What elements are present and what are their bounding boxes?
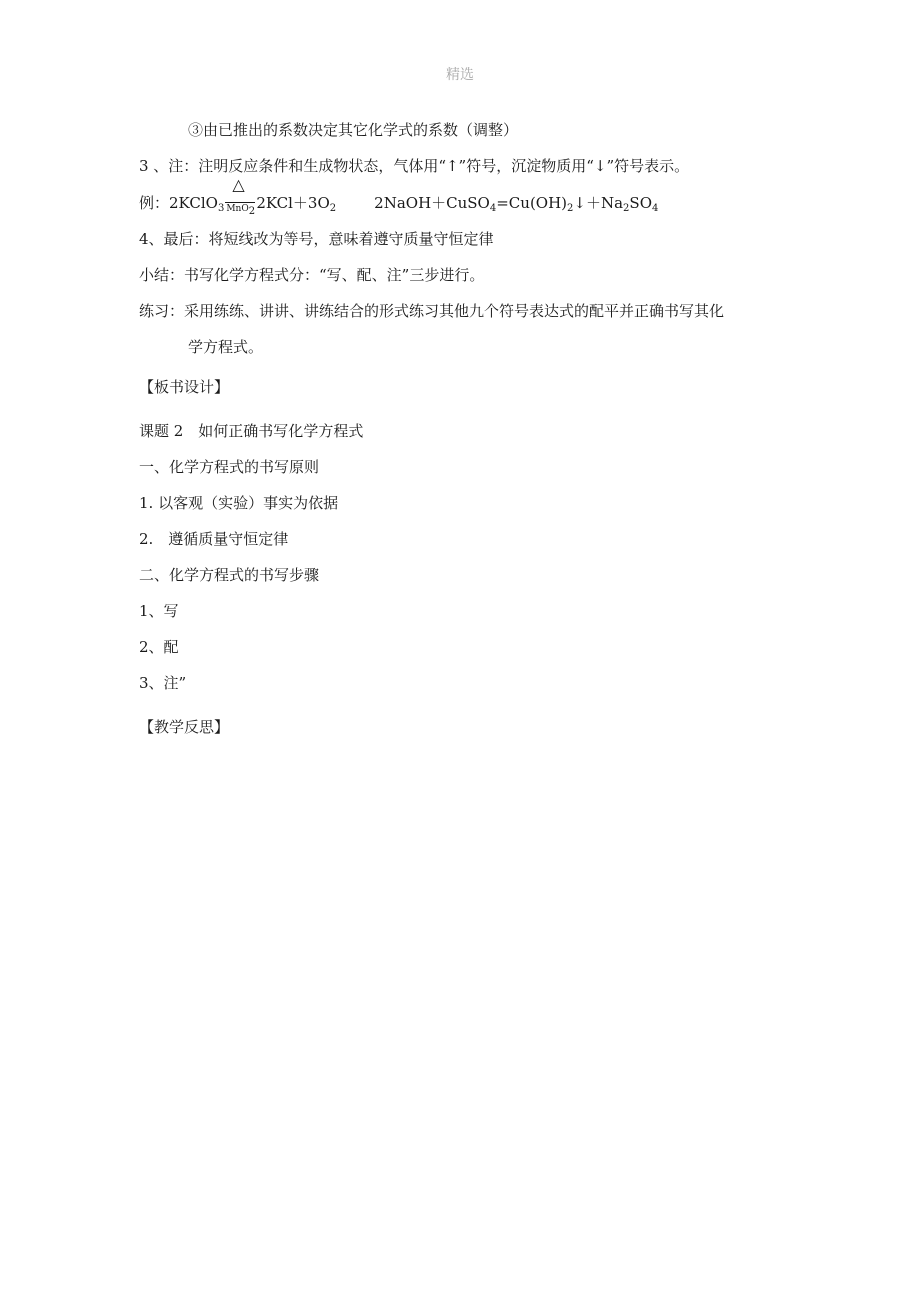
heat-symbol: △: [232, 175, 245, 194]
step-item-note: 3、注”: [139, 674, 187, 692]
summary-line: 小结：书写化学方程式分：“写、配、注”三步进行。: [139, 266, 485, 284]
eq1-reactant: 2KClO: [169, 194, 218, 212]
board-design-heading: 【板书设计】: [139, 378, 230, 396]
equation-2: $2NaOH+CuSO_4=Cu(OH)_2↓+Na_2SO_4$: [374, 194, 659, 214]
eq1-products: 2KCl＋3O: [256, 194, 330, 212]
practice-line-2: 学方程式。: [188, 338, 264, 356]
eq1-reactant-subscript: 3: [217, 203, 225, 214]
reaction-condition: [225, 175, 256, 217]
lesson-title: 课题 2 如何正确书写化学方程式: [139, 422, 364, 440]
example-equations-line: [139, 175, 659, 219]
principles-heading: 一、化学方程式的书写原则: [139, 458, 320, 476]
step4-line: 4、最后：将短线改为等号，意味着遵守质量守恒定律: [139, 230, 494, 248]
principle-item-1: 1. 以客观（实验）事实为依据: [139, 494, 339, 512]
eq1-products-subscript: 2: [329, 203, 337, 214]
catalyst-label: MnO$_2$: [226, 204, 256, 217]
equation-1: [169, 175, 337, 219]
reflection-heading: 【教学反思】: [139, 718, 230, 736]
steps-heading: 二、化学方程式的书写步骤: [139, 566, 320, 584]
step-item-write: 1、写: [139, 602, 179, 620]
note-rule-line: 3 、注：注明反应条件和生成物状态，气体用“↑”符号，沉淀物质用“↓”符号表示。: [139, 157, 690, 175]
step-item-balance: 2、配: [139, 638, 179, 656]
example-prefix: 例：: [139, 194, 170, 212]
reaction-arrow-line: [225, 202, 255, 203]
practice-line-1: 练习：采用练练、讲讲、讲练结合的形式练习其他九个符号表达式的配平并正确书写其化: [139, 302, 725, 320]
step3-note-line: ③由已推出的系数决定其它化学式的系数（调整）: [188, 121, 519, 139]
page-header-watermark: 精选: [446, 67, 474, 83]
principle-item-2: 2. 遵循质量守恒定律: [139, 530, 289, 548]
